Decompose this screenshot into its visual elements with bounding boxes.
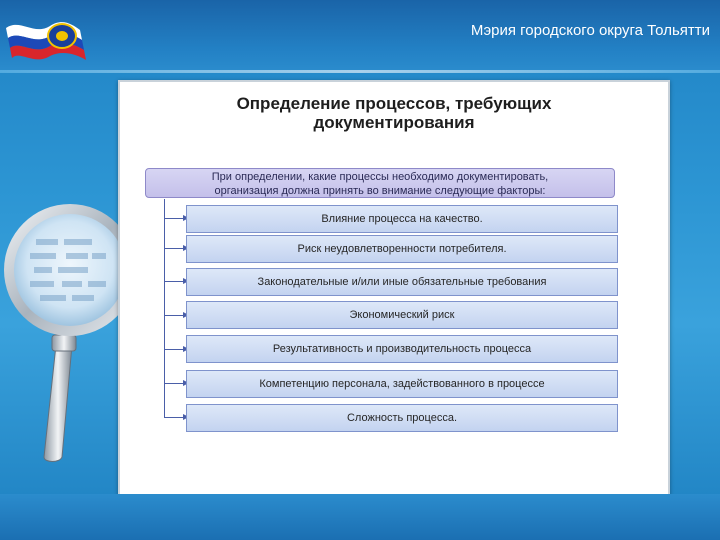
header-bar (0, 0, 720, 72)
connector-branch (164, 315, 184, 316)
factor-box: Компетенцию персонала, задействованного в процессе (186, 370, 618, 398)
connector-branch (164, 281, 184, 282)
slide-title-line: Определение процессов, требующих (236, 94, 552, 113)
factor-box: Риск неудовлетворенности потребителя. (186, 235, 618, 263)
factor-box: Влияние процесса на качество. (186, 205, 618, 233)
intro-box (145, 168, 615, 198)
flag-logo-icon (2, 6, 102, 66)
intro-line: организация должна принять во внимание следующие факторы: (214, 185, 546, 197)
connector-branch (164, 417, 184, 418)
connector-branch (164, 248, 184, 249)
factor-box: Сложность процесса. (186, 404, 618, 432)
connector-branch (164, 383, 184, 384)
header-divider (0, 70, 720, 73)
header-title: Мэрия городского округа Тольятти (470, 22, 710, 39)
factor-box: Экономический риск (186, 301, 618, 329)
factor-box: Результативность и производительность процесса (186, 335, 618, 363)
connector-branch (164, 349, 184, 350)
connector-branch (164, 218, 184, 219)
connector-trunk (164, 199, 165, 417)
intro-line: При определении, какие процессы необходимо документировать, (211, 171, 549, 183)
slide-title-line: документирования (313, 113, 475, 132)
slide-title (120, 94, 668, 132)
content-panel (118, 80, 670, 496)
factor-box: Законодательные и/или иные обязательные требования (186, 268, 618, 296)
footer-bar (0, 494, 720, 540)
